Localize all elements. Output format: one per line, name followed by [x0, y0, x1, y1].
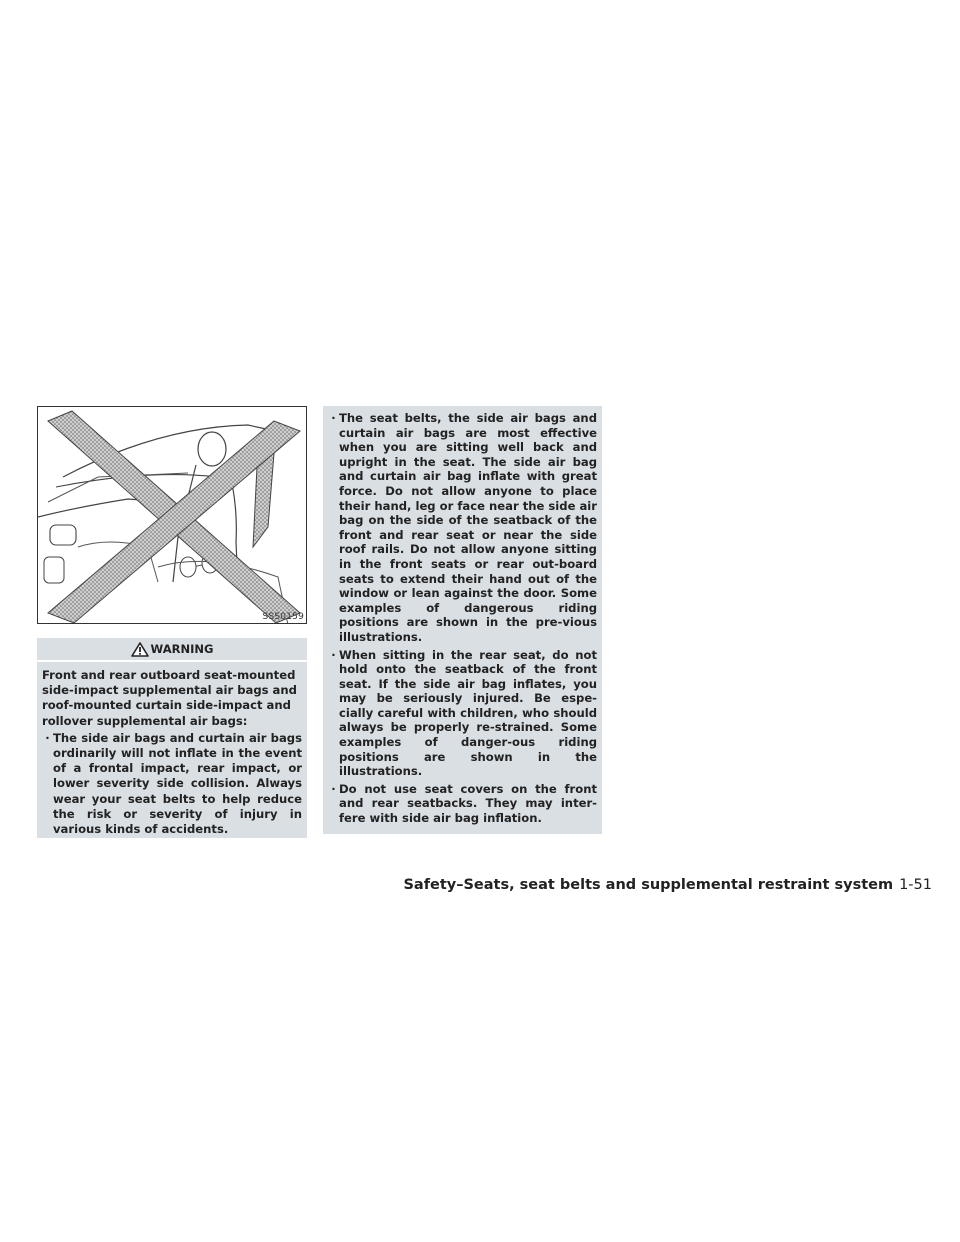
warning-bullet-text: The seat belts, the side air bags and curtain air bags are most effective when you are sitting well back and upright in the seat. The side air bag and curtain air bag inflate with great force. Do not allow anyone to place their hand, leg or face near the side air bag on the side of the seatback of the front and rear seat or near the side roof rails. Do not allow anyone sitting in the front seats or rear out-board seats to extend their hand out of the window or lean against the door. Some examples of dangerous riding positions are shown in the pre-vious illustrations. [339, 411, 597, 644]
warning-bullet [328, 411, 597, 645]
section-title: Safety–Seats, seat belts and supplemental restraint system [403, 877, 894, 893]
page-number: 1-51 [899, 877, 932, 893]
seat-airbag-illustration-icon [38, 407, 307, 624]
warning-title: WARNING [150, 642, 214, 656]
bullet-glyph: · [331, 781, 336, 796]
warning-box-right [323, 406, 602, 834]
airbag-illustration [37, 406, 307, 624]
figure-label: SSS0159 [262, 612, 304, 622]
warning-header [37, 638, 307, 660]
bullet-glyph: · [331, 411, 336, 425]
warning-bullet-text: When sitting in the rear seat, do not hold onto the seatback of the front seat. If the side air bag inflates, you may be seriously injured. Be espe-cially careful with children, who should always be properly re-strained. Some examples of danger-ous riding positions are shown in the illustrations. [339, 647, 597, 779]
warning-bullet [328, 782, 597, 826]
bullet-glyph: · [331, 647, 336, 662]
warning-triangle-icon [131, 642, 149, 657]
warning-bullet [42, 731, 302, 837]
warning-bullet [328, 648, 597, 779]
warning-bullet-text: Do not use seat covers on the front and rear seatbacks. They may inter-fere with side air bag inflation. [339, 781, 597, 826]
warning-bullet-text: The side air bags and curtain air bags ordinarily will not inflate in the event of a frontal impact, rear impact, or lower severity side collision. Always wear your seat belts to help reduce the risk or severity of injury in various kinds of accidents. [53, 730, 302, 837]
warning-intro: Front and rear outboard seat-mounted side-impact supplemental air bags and roof-mounted curtain side-impact and rollover supplemental air bags: [42, 668, 297, 728]
warning-box-left [37, 638, 307, 838]
page-footer [403, 877, 932, 893]
bullet-glyph: · [45, 730, 50, 745]
